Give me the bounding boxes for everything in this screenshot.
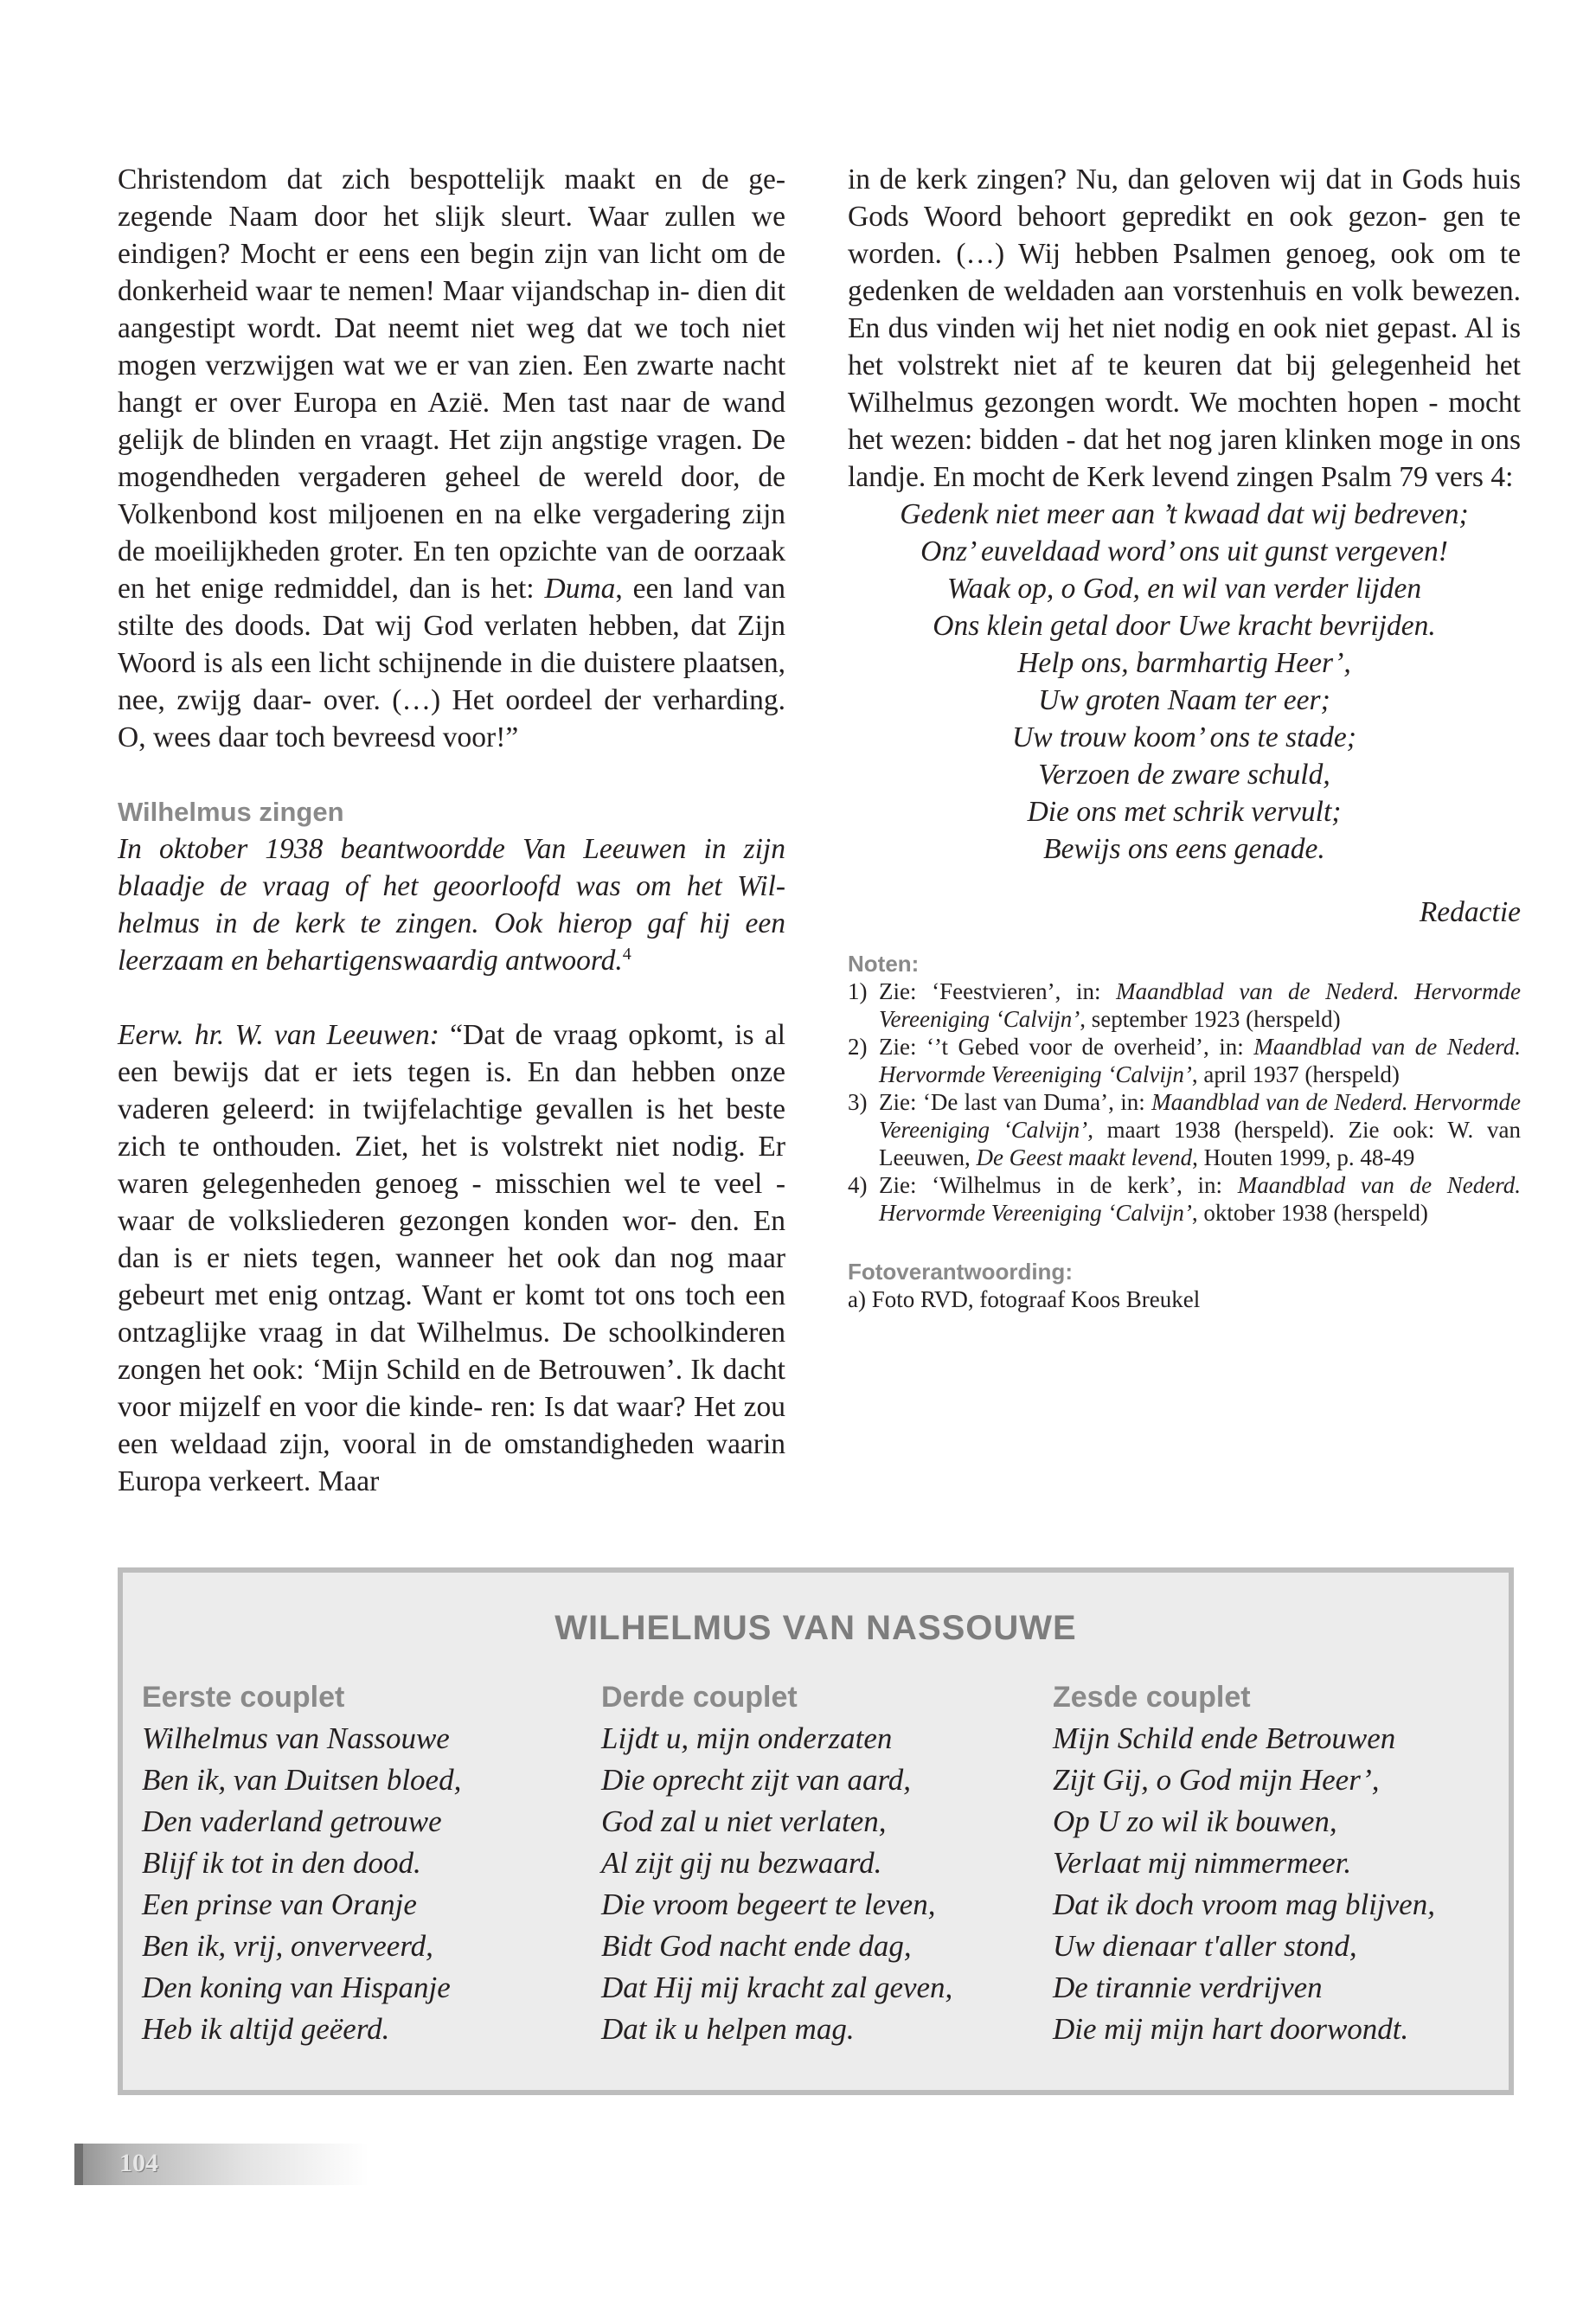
notes-heading: Noten: [848, 951, 920, 977]
verse-line: Den koning van Hispanje [142, 1971, 451, 2004]
duma-word: Duma [544, 573, 616, 605]
verse-line: Ben ik, van Duitsen bloed, [142, 1763, 462, 1797]
psalm-line: Gedenk niet meer aan ’t kwaad dat wij bedreven; [900, 498, 1469, 530]
verse-column [1053, 1676, 1485, 2050]
note-item: 1) Zie: ‘Feestvieren’, in: Maandblad van de Nederd. Hervormde Vereeniging ‘Calvijn’, september 1923 (herspeld) [848, 978, 1521, 1032]
psalm-line: Waak op, o God, en wil van verder lijden [946, 573, 1422, 605]
psalm-line: Bewijs ons eens genade. [1043, 833, 1325, 865]
signature: Redactie [1419, 896, 1521, 928]
verse-line: Die mij mijn hart doorwondt. [1053, 2012, 1409, 2046]
note-item: 4) Zie: ‘Wilhelmus in de kerk’, in: Maandblad van de Nederd. Hervormde Vereeniging ‘Calvijn’, oktober 1938 (herspeld) [848, 1172, 1521, 1226]
page-bar-edge [74, 2144, 83, 2185]
verse-heading: Eerste couplet [142, 1681, 345, 1714]
verse-line: Wilhelmus van Nassouwe [142, 1721, 450, 1755]
note-item: 2) Zie: ‘’t Gebed voor de overheid’, in: Maandblad van de Nederd. Hervormde Vereeniging ‘Calvijn’, april 1937 (herspeld) [848, 1034, 1521, 1087]
verse-heading: Zesde couplet [1053, 1681, 1251, 1714]
lyrics-box [118, 1567, 1514, 2095]
section-heading: Wilhelmus zingen [118, 797, 344, 827]
left-column [118, 161, 785, 1500]
verse-line: Uw dienaar t'aller stond, [1053, 1929, 1357, 1963]
verse-line: Een prinse van Oranje [142, 1888, 417, 1921]
photo-credit: a) Foto RVD, fotograaf Koos Breukel [848, 1286, 1201, 1312]
page-number-bar [74, 2144, 369, 2185]
psalm-line: Help ons, barmhartig Heer’, [1017, 647, 1351, 679]
verse-line: God zal u niet verlaten, [601, 1804, 887, 1838]
footnote-ref: 4 [622, 944, 631, 964]
verse-line: Zijt Gij, o God mijn Heer’, [1053, 1763, 1380, 1797]
verse-line: De tirannie verdrijven [1053, 1971, 1323, 2004]
psalm-quote [848, 496, 1521, 868]
answer-paragraph: Eerw. hr. W. van Leeuwen: “Dat de vraag opkomt, is al een bewijs dat er iets tegen is. En dan hebben onze vaderen geleerd: in twijfelachtige gevallen is het beste zich te onthouden. Ziet, het is volstrekt niet nodig. Er waren gelegenheden genoeg - misschien wel te veel - waar de volksliederen gezongen konden wor- den. En dan is er niets tegen, wanneer het ook dan nog maar gebeurt met enig ontzag. Want er komt tot ons toch een ontzaglijke vraag in dat Wilhelmus. De schoolkinderen zongen het ook: ‘Mijn Schild en de Betrouwen’. Ik dacht voor mijzelf en voor die kinde- ren: Is dat waar? Het zou een weldaad zijn, vooral in de omstandigheden waarin Europa verkeert. Maar [118, 1019, 786, 1497]
psalm-line: Ons klein getal door Uwe kracht bevrijden. [933, 610, 1436, 642]
page-number: 104 [119, 2149, 158, 2177]
verse-column [601, 1676, 1034, 2050]
verse-line: Heb ik altijd geëerd. [142, 2012, 390, 2046]
intro-paragraph: In oktober 1938 beantwoordde Van Leeuwen in zijn blaadje de vraag of het geoorloofd was om het Wil- helmus in de kerk te zingen. Ook hierop gaf hij een leerzaam en behartigenswaardig antwoord.$^4$ [118, 833, 785, 977]
right-column [848, 161, 1521, 1313]
verse-line: Dat Hij mij kracht zal geven, [601, 1971, 953, 2004]
verse-line: Verlaat mij nimmermeer. [1053, 1846, 1352, 1880]
verse-line: Al zijt gij nu bezwaard. [601, 1846, 882, 1880]
verse-line: Ben ik, vrij, onverveerd, [142, 1929, 433, 1963]
body-paragraph-1: Christendom dat zich bespottelijk maakt en de ge- zegende Naam door het slijk sleurt. Waar zullen we eindigen? Mocht er eens een begin zijn van licht om de donkerheid waar te nemen! Maar vijandschap in- dien dit aangestipt wordt. Dat neemt niet weg dat we toch niet mogen verzwijgen wat we er van zien. Een zwarte nacht hangt er over Europa en Azië. Men tast naar de wand gelijk de blinden en vraagt. Het zijn angstige vragen. De mogendheden vergaderen geheel de wereld door, de Volkenbond kost miljoenen en na elke vergadering zijn de moeilijkheden groter. En ten opzichte van de oorzaak en het enige redmiddel, dan is het: Duma, een land van stilte des doods. Dat wij God verlaten hebben, dat Zijn Woord is als een licht schijnende in die duistere plaatsen, nee, zwijg daar- over. (…) Het oordeel der verharding. O, wees daar toch bevreesd voor!” [118, 163, 786, 753]
verse-heading: Derde couplet [601, 1681, 798, 1714]
verse-line: Bidt God nacht ende dag, [601, 1929, 912, 1963]
speaker-name: Eerw. hr. W. van Leeuwen: [118, 1019, 439, 1051]
verse-line: Op U zo wil ik bouwen, [1053, 1804, 1337, 1838]
body-paragraph-2: in de kerk zingen? Nu, dan geloven wij dat in Gods huis Gods Woord behoort gepredikt en ook gezon- gen te worden. (…) Wij hebben Psalmen genoeg, ook om te gedenken de weldaden aan vorstenhuis en volk bewezen. En dus vinden wij het niet nodig en ook niet gepast. Al is het volstrekt niet af te keuren dat bij gelegenheid het Wilhelmus gezongen wordt. We mochten hopen - mocht het wezen: bidden - dat het nog jaren klinken moge in ons landje. En mocht de Kerk levend zingen Psalm 79 vers 4: [848, 163, 1522, 493]
psalm-line: Uw trouw koom’ ons te stade; [1012, 721, 1356, 753]
verse-line: Lijdt u, mijn onderzaten [601, 1721, 893, 1755]
verse-line: Blijf ik tot in den dood. [142, 1846, 421, 1880]
verse-line: Den vaderland getrouwe [142, 1804, 442, 1838]
verse-line: Dat ik doch vroom mag blijven, [1053, 1888, 1435, 1921]
note-item: 3) Zie: ‘De last van Duma’, in: Maandblad van de Nederd. Hervormde Vereeniging ‘Calvijn’, maart 1938 (herspeld). Zie ook: W. van Leeuwen, De Geest maakt levend, Houten 1999, p. 48-49 [848, 1089, 1521, 1170]
psalm-line: Uw groten Naam ter eer; [1038, 684, 1330, 716]
box-title: WILHELMUS VAN NASSOUWE [554, 1609, 1077, 1647]
notes-list [848, 977, 1521, 1227]
verse-line: Dat ik u helpen mag. [601, 2012, 855, 2046]
psalm-line: Onz’ euveldaad word’ ons uit gunst vergeven! [920, 535, 1448, 567]
verse-line: Die oprecht zijt van aard, [601, 1763, 912, 1797]
psalm-line: Verzoen de zware schuld, [1038, 759, 1330, 791]
verse-line: Die vroom begeert te leven, [601, 1888, 936, 1921]
verse-line: Mijn Schild ende Betrouwen [1053, 1721, 1396, 1755]
psalm-line: Die ons met schrik vervult; [1027, 796, 1342, 828]
verse-column [142, 1676, 574, 2050]
photo-credit-heading: Fotoverantwoording: [848, 1259, 1073, 1285]
